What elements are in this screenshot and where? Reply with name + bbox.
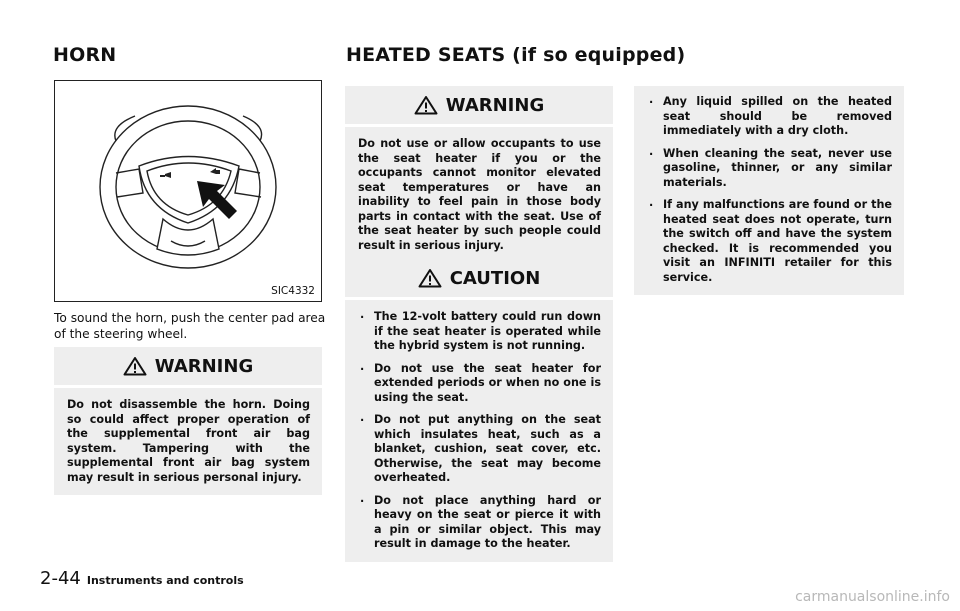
list-item: . Do not put anything on the seat which insulates heat, such as a blanket, cushion, seat cover, etc. Otherwise, the seat may become overheated. bbox=[358, 413, 601, 486]
steering-wheel-illustration bbox=[55, 81, 321, 301]
caution-continued-box bbox=[634, 86, 904, 295]
horn-intro-text: To sound the horn, push the center pad area of the steering wheel. bbox=[54, 311, 326, 341]
caution-header bbox=[345, 259, 613, 297]
list-item: . Do not place anything hard or heavy on the seat or pierce it with a pin or similar object. This may result in damage to the heater. bbox=[358, 494, 601, 552]
horn-warning-box bbox=[54, 347, 322, 495]
caution-continued-list bbox=[647, 95, 892, 285]
caution-list bbox=[358, 310, 601, 552]
horn-warning-text: Do not disassemble the horn. Doing so could affect proper operation of the supplemental front air bag system. Tampering with the supplemental front air bag system may result in serious personal injury. bbox=[67, 398, 310, 484]
list-item: . Do not use the seat heater for extended periods or when no one is using the seat. bbox=[358, 362, 601, 406]
list-item: . If any malfunctions are found or the heated seat does not operate, turn the switch off and have the system checked. It is recommended you visit an INFINITI retailer for this service. bbox=[647, 198, 892, 285]
figure-code: SIC4332 bbox=[271, 285, 315, 297]
steering-wheel-figure bbox=[54, 80, 322, 302]
list-item: . The 12-volt battery could run down if the seat heater is operated while the hybrid system is not running. bbox=[358, 310, 601, 354]
warning-title: WARNING bbox=[154, 355, 254, 377]
caution-continued-body bbox=[634, 86, 904, 295]
page-footer bbox=[40, 568, 244, 589]
warning-header bbox=[345, 86, 613, 124]
heated-seats-warning-text: Do not use or allow occupants to use the seat heater if you or the occupants cannot monitor elevated seat temperatures or have an inability to feel pain in those body parts in contact with the seat. Use of the seat heater by such people could result in serious injury. bbox=[358, 137, 601, 252]
footer-section-title: Instruments and controls bbox=[86, 574, 244, 587]
horn-heading: HORN bbox=[53, 44, 117, 66]
page-number: 2-44 bbox=[40, 568, 81, 589]
warning-title: WARNING bbox=[445, 94, 545, 116]
heated-seats-heading: HEATED SEATS (if so equipped) bbox=[346, 44, 686, 66]
warning-body bbox=[54, 385, 322, 495]
list-item: . Any liquid spilled on the heated seat should be removed immediately with a dry cloth. bbox=[647, 95, 892, 139]
heated-seats-warning-box bbox=[345, 86, 613, 263]
caution-body bbox=[345, 297, 613, 562]
watermark-text: carmanualsonline.info bbox=[795, 589, 950, 605]
warning-triangle-icon bbox=[414, 95, 438, 115]
list-item: . When cleaning the seat, never use gasoline, thinner, or any similar materials. bbox=[647, 147, 892, 191]
warning-header bbox=[54, 347, 322, 385]
caution-title: CAUTION bbox=[449, 267, 541, 289]
caution-triangle-icon bbox=[418, 268, 442, 288]
warning-triangle-icon bbox=[123, 356, 147, 376]
heated-seats-caution-box bbox=[345, 259, 613, 562]
warning-body bbox=[345, 124, 613, 263]
